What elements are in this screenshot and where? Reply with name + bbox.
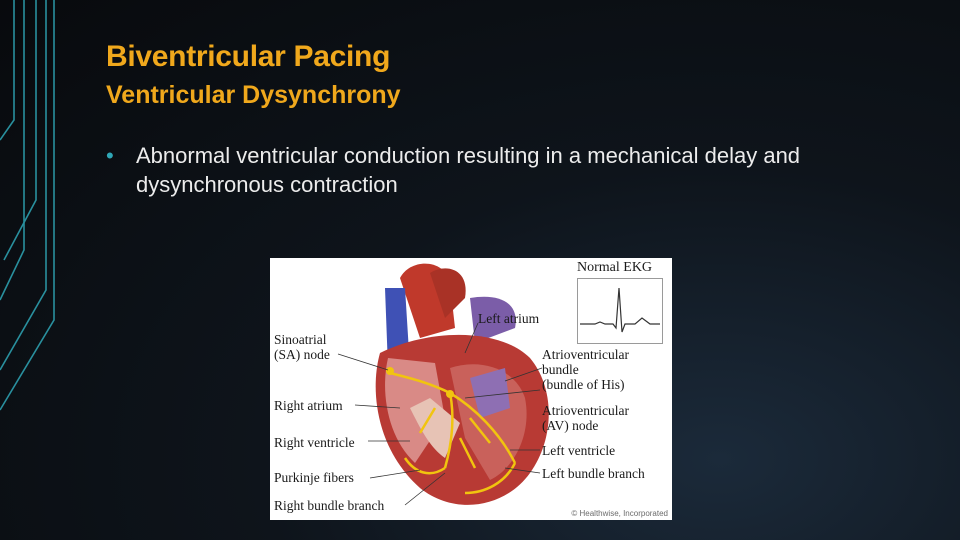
label-av-bundle-line3: (bundle of His) xyxy=(542,377,625,392)
label-sa-node xyxy=(274,332,330,362)
label-av-bundle-line1: Atrioventricular xyxy=(542,347,629,362)
bullet-text: Abnormal ventricular conduction resulting in a mechanical delay and dysynchronous contraction xyxy=(136,143,801,197)
label-av-bundle-line2: bundle xyxy=(542,362,579,377)
decorative-lines xyxy=(0,0,60,540)
label-right-ventricle: Right ventricle xyxy=(274,435,355,450)
label-left-bundle-branch: Left bundle branch xyxy=(542,466,645,481)
slide-title: Biventricular Pacing xyxy=(106,40,391,73)
ekg-chart-box xyxy=(577,278,663,344)
ekg-title: Normal EKG xyxy=(577,260,653,275)
label-av-node-line2: (AV) node xyxy=(542,418,599,433)
label-right-atrium: Right atrium xyxy=(274,398,343,413)
label-purkinje-fibers: Purkinje fibers xyxy=(274,470,354,485)
label-right-bundle-branch: Right bundle branch xyxy=(274,498,385,513)
label-left-atrium: Left atrium xyxy=(478,311,540,326)
label-av-bundle xyxy=(542,347,629,392)
label-sa-node-line1: Sinoatrial xyxy=(274,332,327,347)
label-av-node xyxy=(542,403,629,433)
bullet-marker: • xyxy=(106,143,114,168)
bullet-item xyxy=(106,141,906,199)
label-left-ventricle: Left ventricle xyxy=(542,443,616,458)
label-av-node-line1: Atrioventricular xyxy=(542,403,629,418)
heart-conduction-diagram xyxy=(270,258,672,520)
label-sa-node-line2: (SA) node xyxy=(274,347,330,362)
slide-subtitle: Ventricular Dysynchrony xyxy=(106,81,401,109)
copyright-notice: © Healthwise, Incorporated xyxy=(571,509,668,518)
